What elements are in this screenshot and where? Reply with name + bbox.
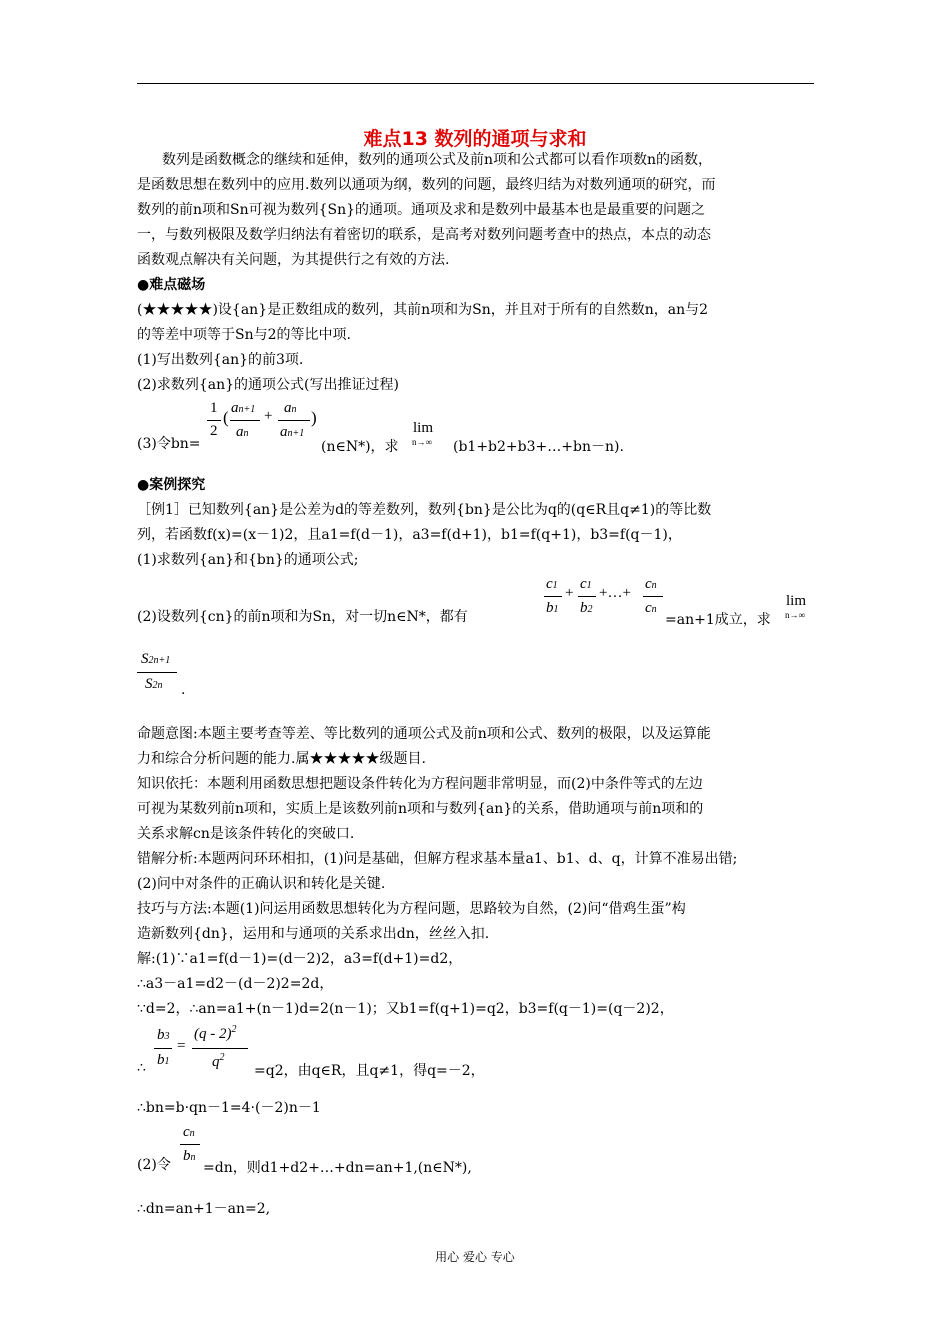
intro-line: 数列的前n项和Sn可视为数列{Sn}的通项。通项及求和是数列中最基本也是最重要的问题之 bbox=[137, 202, 706, 218]
frac-bar bbox=[544, 596, 562, 597]
frac-bar bbox=[154, 1048, 172, 1049]
cn-den: cn bbox=[645, 600, 657, 616]
analysis-line: 技巧与方法:本题(1)问运用函数思想转化为方程问题，思路较为自然，(2)问“借鸡生蛋”构 bbox=[137, 901, 686, 917]
frac-num-a: an+1 bbox=[231, 400, 256, 416]
problem-q3-prefix: (3)令bn= bbox=[137, 436, 201, 452]
plus-dots: +…+ bbox=[599, 585, 631, 601]
header-rule bbox=[137, 83, 814, 84]
problem-line: (2)求数列{an}的通项公式(写出推证过程) bbox=[137, 377, 399, 393]
lim-sub: n→∞ bbox=[785, 610, 805, 620]
plus-sign: + bbox=[565, 585, 574, 601]
frac-bar bbox=[192, 1048, 248, 1049]
q-den: $q^2$ bbox=[212, 1052, 225, 1070]
frac-bar bbox=[578, 596, 596, 597]
section-heading: ●难点磁场 bbox=[137, 277, 206, 293]
b1-den: b1 bbox=[546, 600, 559, 616]
example-line: 列，若函数f(x)=(x－1)2，且a1=f(d－1)，a3=f(d+1)，b1=f(q+1)，b3=f(q－1)， bbox=[137, 527, 682, 543]
c1-num-2: c1 bbox=[580, 576, 592, 592]
b2-den: b2 bbox=[580, 600, 593, 616]
problem-line: 的等差中项等于Sn与2的等比中项. bbox=[137, 327, 351, 343]
frac-bar bbox=[207, 420, 221, 421]
frac-den-a: an bbox=[236, 424, 249, 440]
analysis-line: 关系求解cn是该条件转化的突破口. bbox=[137, 826, 355, 842]
analysis-line: 力和综合分析问题的能力.属★★★★★级题目. bbox=[137, 751, 426, 767]
solution-line: =q2，由q∈R，且q≠1，得q=－2， bbox=[254, 1063, 485, 1079]
problem-line: (1)写出数列{an}的前3项. bbox=[137, 352, 304, 368]
s-num: S2n+1 bbox=[141, 651, 171, 667]
plus-sign: + bbox=[264, 408, 273, 424]
lim-label: lim bbox=[786, 593, 807, 609]
b3-num: b3 bbox=[157, 1027, 170, 1043]
b1-den: b1 bbox=[157, 1052, 170, 1068]
analysis-line: 可视为某数列前n项和，实质上是该数列前n项和与数列{an}的关系，借助通项与前n项和的 bbox=[137, 801, 704, 817]
solution-line: =dn，则d1+d2+…+dn=an+1,(n∈N*), bbox=[203, 1160, 472, 1176]
intro-line: 一，与数列极限及数学归纳法有着密切的联系，是高考对数列问题考查中的热点，本点的动态 bbox=[137, 227, 711, 243]
analysis-line: 错解分析:本题两问环环相扣，(1)问是基础，但解方程求基本量a1、b1、d、q，计算不准易出错; bbox=[137, 851, 738, 867]
therefore-symbol: ∴ bbox=[137, 1060, 146, 1076]
paren-open: ( bbox=[223, 408, 229, 427]
example-q2-prefix: (2)设数列{cn}的前n项和为Sn，对一切n∈N*，都有 bbox=[137, 609, 468, 625]
solution-q2-prefix: (2)令 bbox=[137, 1157, 171, 1173]
problem-q3-suffix: (n∈N*)，求 bbox=[321, 439, 399, 455]
cn-num: cn bbox=[645, 576, 657, 592]
bn-den: bn bbox=[183, 1148, 196, 1164]
frac-bar bbox=[278, 420, 310, 421]
problem-line: (★★★★★)设{an}是正数组成的数列，其前n项和为Sn，并且对于所有的自然数n，an与2 bbox=[137, 302, 709, 318]
intro-line: 是函数思想在数列中的应用.数列以通项为纲，数列的问题，最终归结为对数列通项的研究，而 bbox=[137, 177, 716, 193]
equals-sign: = bbox=[177, 1038, 186, 1054]
frac-half-den: 2 bbox=[210, 423, 218, 439]
q-num: (q - 2)$^2$ bbox=[194, 1024, 237, 1042]
frac-num-b: an bbox=[284, 400, 297, 416]
solution-line: ∴bn=b·qn－1=4·(－2)n－1 bbox=[137, 1100, 321, 1116]
paren-close: ) bbox=[311, 408, 317, 427]
solution-line: 解:(1)∵a1=f(d－1)=(d－2)2，a3=f(d+1)=d2， bbox=[137, 951, 463, 967]
frac-bar bbox=[180, 1144, 200, 1145]
analysis-line: 造新数列{dn}，运用和与通项的关系求出dn，丝丝入扣. bbox=[137, 926, 490, 942]
page-title: 难点13 数列的通项与求和 bbox=[363, 128, 587, 150]
frac-bar bbox=[230, 420, 260, 421]
lim-sub: n→∞ bbox=[412, 437, 432, 447]
analysis-line: 知识依托：本题利用函数思想把题设条件转化为方程问题非常明显，而(2)中条件等式的左边 bbox=[137, 776, 703, 792]
solution-line: ∵d=2，∴an=a1+(n－1)d=2(n－1)；又b1=f(q+1)=q2，b3=f(q－1)=(q－2)2， bbox=[137, 1001, 674, 1017]
section-heading: ●案例探究 bbox=[137, 477, 206, 493]
frac-bar bbox=[643, 596, 663, 597]
example-line: ［例1］已知数列{an}是公差为d的等差数列，数列{bn}是公比为q的(q∈R且q≠1)的等比数 bbox=[137, 502, 712, 518]
s-den: S2n bbox=[145, 676, 163, 692]
example-q2-suffix: =an+1成立，求 bbox=[665, 612, 771, 628]
solution-line: ∴dn=an+1－an=2, bbox=[137, 1201, 271, 1217]
page-footer: 用心 爱心 专心 bbox=[435, 1250, 515, 1264]
frac-den-b: an+1 bbox=[280, 424, 305, 440]
intro-line: 数列是函数概念的继续和延伸，数列的通项公式及前n项和公式都可以看作项数n的函数， bbox=[162, 152, 713, 168]
intro-line: 函数观点解决有关问题，为其提供行之有效的方法. bbox=[137, 252, 450, 268]
example-line: (1)求数列{an}和{bn}的通项公式; bbox=[137, 552, 359, 568]
analysis-line: (2)问中对条件的正确认识和转化是关键. bbox=[137, 876, 386, 892]
cn-num: cn bbox=[183, 1124, 195, 1140]
c1-num: c1 bbox=[546, 576, 558, 592]
period: . bbox=[181, 682, 186, 698]
frac-half-num: 1 bbox=[210, 400, 218, 416]
frac-bar bbox=[137, 672, 177, 673]
solution-line: ∴a3－a1=d2－(d－2)2=2d， bbox=[137, 976, 334, 992]
problem-q3-end: (b1+b2+b3+…+bn－n). bbox=[453, 439, 624, 455]
lim-label: lim bbox=[413, 420, 434, 436]
analysis-line: 命题意图:本题主要考查等差、等比数列的通项公式及前n项和公式、数列的极限，以及运算能 bbox=[137, 726, 711, 742]
